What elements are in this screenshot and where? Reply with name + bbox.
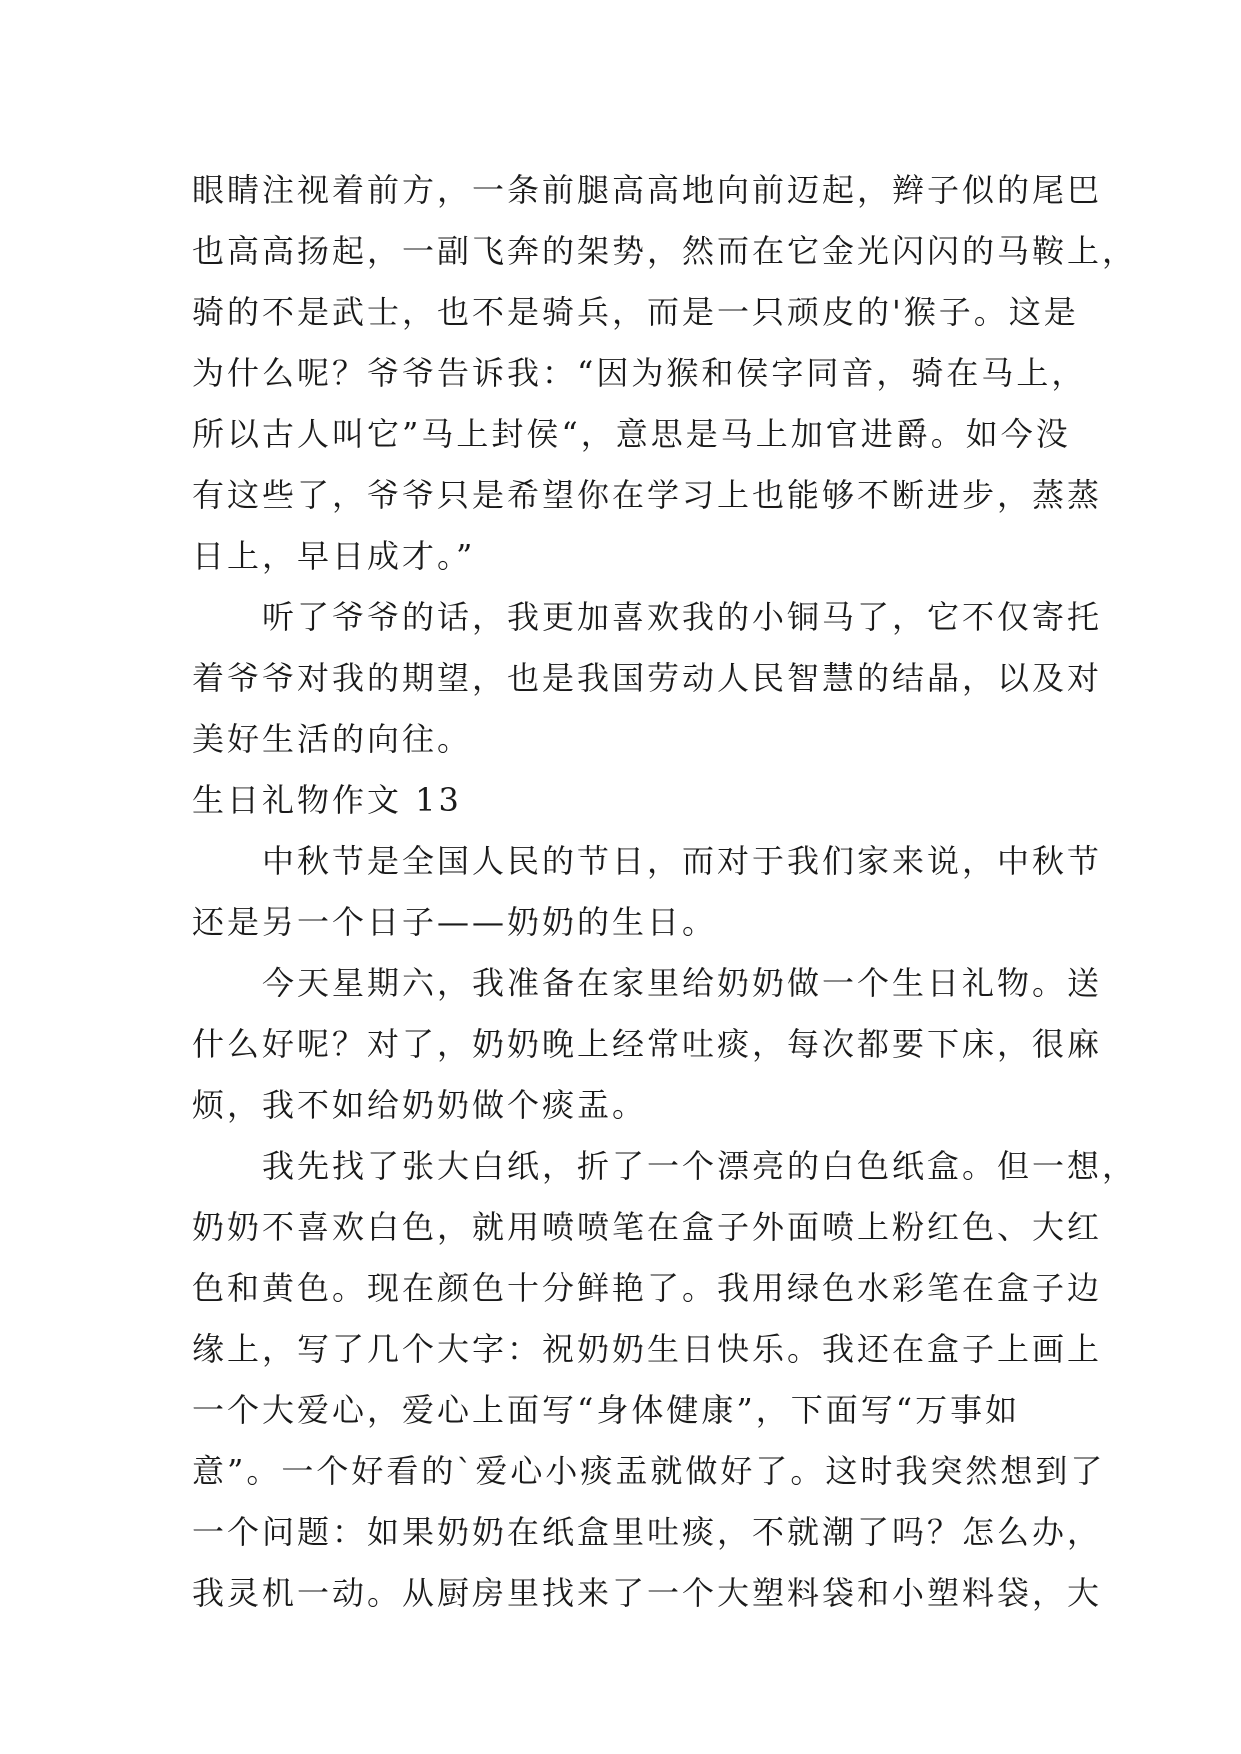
text-line: 我先找了张大白纸，折了一个漂亮的白色纸盒。但一想， [192, 1147, 1138, 1185]
text-line: 奶奶不喜欢白色，就用喷喷笔在盒子外面喷上粉红色、大红 [192, 1208, 1103, 1246]
text-line: 还是另一个日子——奶奶的生日。 [192, 903, 718, 941]
text-line: 听了爷爷的话，我更加喜欢我的小铜马了，它不仅寄托 [192, 598, 1103, 636]
text-line: 缘上，写了几个大字：祝奶奶生日快乐。我还在盒子上画上 [192, 1330, 1103, 1368]
text-line: 眼睛注视着前方，一条前腿高高地向前迈起，辫子似的尾巴 [192, 171, 1103, 209]
text-line: 所以古人叫它”马上封侯“，意思是马上加官进爵。如今没 [192, 415, 1071, 453]
text-line: 为什么呢？爷爷告诉我：“因为猴和侯字同音，骑在马上， [192, 354, 1087, 392]
text-line: 今天星期六，我准备在家里给奶奶做一个生日礼物。送 [192, 964, 1103, 1002]
text-line: 中秋节是全国人民的节日，而对于我们家来说，中秋节 [192, 842, 1103, 880]
text-line: 有这些了，爷爷只是希望你在学习上也能够不断进步，蒸蒸 [192, 476, 1103, 514]
text-line: 意”。一个好看的`爱心小痰盂就做好了。这时我突然想到了 [192, 1452, 1106, 1490]
text-line: 一个问题：如果奶奶在纸盒里吐痰，不就潮了吗？怎么办， [192, 1513, 1103, 1551]
text-line: 我灵机一动。从厨房里找来了一个大塑料袋和小塑料袋，大 [192, 1574, 1103, 1612]
text-line: 日上，早日成才。” [192, 537, 476, 575]
essay-text [192, 160, 1138, 1624]
text-line: 美好生活的向往。 [192, 720, 473, 758]
text-line: 色和黄色。现在颜色十分鲜艳了。我用绿色水彩笔在盒子边 [192, 1269, 1103, 1307]
text-line: 骑的不是武士，也不是骑兵，而是一只顽皮的'猴子。这是 [192, 293, 1079, 331]
text-line: 一个大爱心，爱心上面写“身体健康”，下面写“万事如 [192, 1391, 1021, 1429]
text-line: 也高高扬起，一副飞奔的架势，然而在它金光闪闪的马鞍上， [192, 232, 1138, 270]
section-heading: 生日礼物作文 13 [192, 781, 462, 819]
text-line: 着爷爷对我的期望，也是我国劳动人民智慧的结晶，以及对 [192, 659, 1103, 697]
text-line: 烦，我不如给奶奶做个痰盂。 [192, 1086, 648, 1124]
text-line: 什么好呢？对了，奶奶晚上经常吐痰，每次都要下床，很麻 [192, 1025, 1103, 1063]
